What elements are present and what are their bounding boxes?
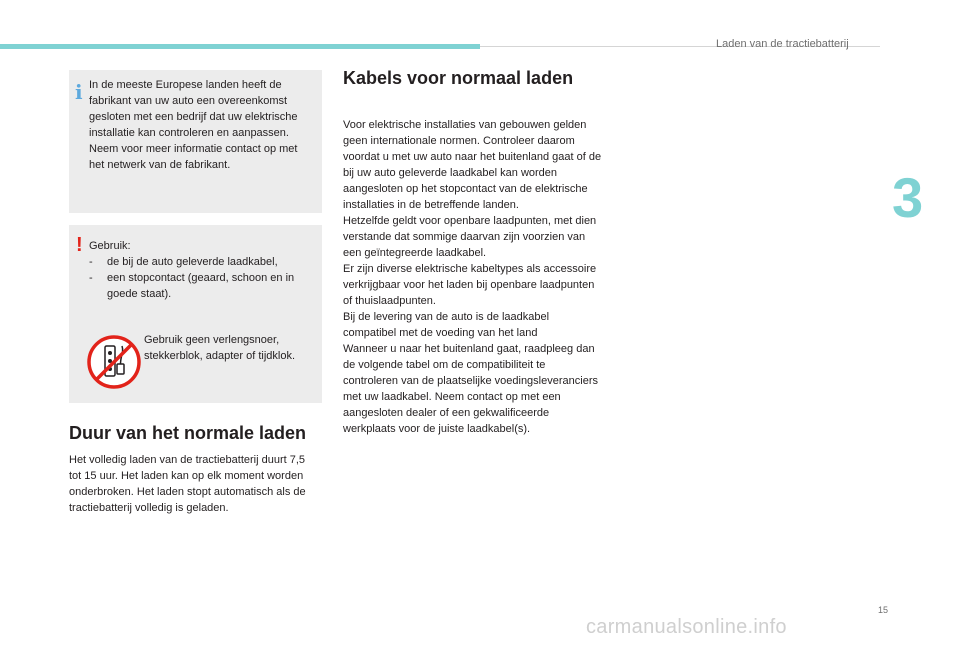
no-extension-text: Gebruik geen verlengsnoer, stekkerblok, adapter of tijdklok. [144,334,296,362]
info-text: In de meeste Europese landen heeft de fabrikant van uw auto een overeenkomst gesloten met een bedrijf dat uw elektrische installatie kan controleren en aanpassen. Neem voor meer informatie contact op met het netwerk van de fabrikant. [89,79,298,171]
page-number: 15 [878,605,889,615]
warning-text [89,238,319,302]
watermark: carmanualsonline.info [586,616,787,638]
kabels-text [343,117,603,437]
paragraph: Er zijn diverse elektrische kabeltypes als accessoire verkrijgbaar voor het laden bij openbare laadpunten of thuislaadpunten. [343,263,597,307]
list-item: - de bij de auto geleverde laadkabel, [89,256,278,268]
paragraph: Voor elektrische installaties van gebouwen gelden geen internationale normen. Controleer daarom voordat u met uw auto naar het buitenland gaat of de bij uw auto geleverde laadkabel kan worden aangesloten op het stopcontact van de elektrische installaties in de betreffende landen. [343,119,602,211]
list-item: - een stopcontact (geaard, schoon en in goede staat). [89,272,295,300]
chapter-number: 3 [892,166,924,229]
warning-icon: ! [76,234,83,256]
running-header: Laden van de tractiebatterij [716,38,849,50]
section-title-kabels: Kabels voor normaal laden [343,68,574,88]
no-extension-cord-icon [86,334,142,390]
section-title-duur: Duur van het normale laden [69,423,307,443]
warning-intro: Gebruik: [89,240,131,252]
info-icon: i [75,80,83,104]
duur-text: Het volledig laden van de tractiebatterij duurt 7,5 tot 15 uur. Het laden kan op elk moment worden onderbroken. Het laden stopt automatisch als de tractiebatterij volledig is geladen. [69,454,306,514]
paragraph: Bij de levering van de auto is de laadkabel compatibel met de voeding van het land [343,311,550,339]
paragraph: Hetzelfde geldt voor openbare laadpunten, met dien verstande dat sommige daarvan zijn voorzien van een geïntegreerde laadkabel. [343,215,597,259]
paragraph: Wanneer u naar het buitenland gaat, raadpleeg dan de volgende tabel om de compatibiliteit te controleren van de plaatselijke voedingsleveranciers met uw laadkabel. Neem contact op met een aangesloten dealer of een gekwalificeerde werkplaats voor de juiste laadkabel(s). [343,343,598,435]
header-accent-bar [0,44,480,49]
